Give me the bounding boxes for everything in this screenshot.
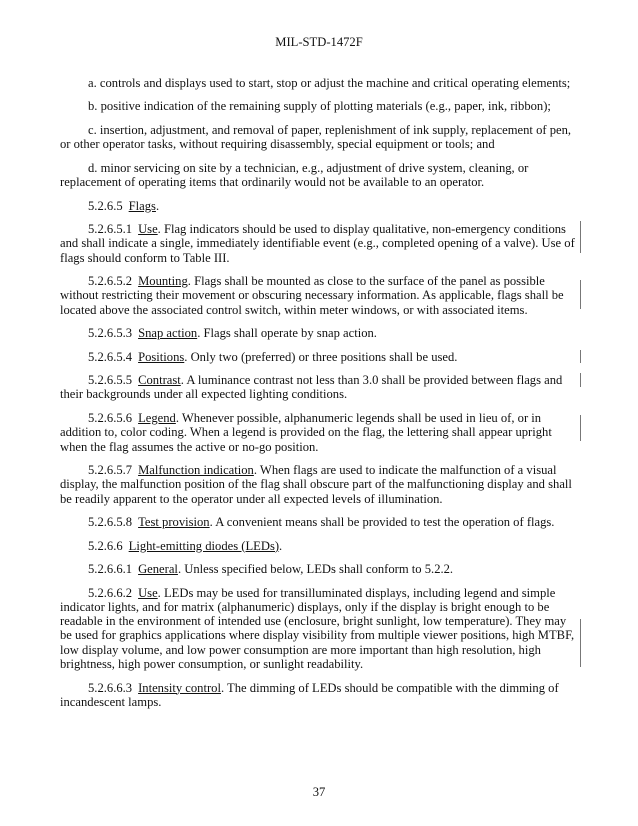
section-5-2-6-5-2-mounting: 5.2.6.5.2 Mounting. Flags shall be mounted as close to the surface of the panel as possible without restricting their movement or obscuring necessary information. As applicable, flags shall be located above the associated control switch, within meter windows, or with associated items. — [60, 274, 576, 317]
section-title: Use — [138, 222, 158, 237]
section-number: 5.2.6.5.2 — [88, 274, 133, 289]
section-number: 5.2.6.5.1 — [88, 222, 133, 237]
section-5-2-6-6-1-general: 5.2.6.6.1 General. Unless specified below, LEDs shall conform to 5.2.2. — [88, 562, 454, 577]
section-title: Test provision — [138, 515, 210, 530]
section-title: Legend — [138, 410, 176, 425]
section-number: 5.2.6.5.4 — [88, 349, 133, 364]
section-title: Contrast — [138, 373, 181, 388]
section-title: Flags — [128, 198, 156, 213]
section-5-2-6-5-3-snap-action: 5.2.6.5.3 Snap action. Flags shall operate by snap action. — [88, 326, 377, 341]
section-number: 5.2.6.6.2 — [88, 585, 133, 600]
section-number: 5.2.6.5.3 — [88, 326, 133, 341]
section-number: 5.2.6.5.7 — [88, 463, 133, 477]
section-number: 5.2.6.5.5 — [88, 373, 133, 388]
list-item-a: a. controls and displays used to start, stop or adjust the machine and critical operating elements; — [88, 76, 571, 90]
page-number: 37 — [312, 785, 326, 799]
section-title: General — [138, 562, 178, 577]
change-bar — [580, 373, 581, 387]
change-bar — [580, 350, 581, 363]
section-number: 5.2.6.5 — [88, 198, 123, 213]
section-title: Malfunction indication — [138, 463, 254, 477]
change-bar — [580, 619, 581, 667]
change-bar — [580, 415, 581, 441]
section-number: 5.2.6.6 — [88, 538, 123, 553]
section-number: 5.2.6.6.3 — [88, 680, 133, 695]
section-number: 5.2.6.5.8 — [88, 515, 133, 530]
list-item-c: c. insertion, adjustment, and removal of paper, replenishment of ink supply, replacement of pen, or other operator tasks, without requiring disassembly, special equipment or tools; and — [60, 122, 572, 152]
section-number: 5.2.6.6.1 — [88, 562, 133, 577]
change-bar — [580, 221, 581, 253]
page-header: MIL-STD-1472F — [275, 35, 363, 49]
section-title: Use — [138, 585, 158, 600]
section-title: Positions — [138, 349, 185, 364]
section-5-2-6-5-flags: 5.2.6.5 Flags. — [88, 198, 160, 213]
document-body — [60, 76, 576, 718]
section-title: Snap action — [138, 326, 198, 341]
section-title: Mounting — [138, 274, 188, 289]
section-5-2-6-6-2-use: 5.2.6.6.2 Use. LEDs may be used for transilluminated displays, including legend and simple indicator lights, and for matrix (alphanumeric) displays, only if the display is bright enough to be readable in the environment of intended use (enclosure, bright sunlight, low temperature). They may be used for graphics applications where display visibility from multiple viewer positions, high MTBF, low display volume, and low power consumption are more important than high resolution, high brightness, high power consumption, or sunlight readability. — [60, 586, 576, 672]
list-item-b: b. positive indication of the remaining supply of plotting materials (e.g., paper, ink, ribbon); — [88, 99, 551, 114]
section-number: 5.2.6.5.6 — [88, 410, 133, 425]
section-title: Light-emitting diodes (LEDs) — [128, 538, 280, 553]
section-5-2-6-6-3-intensity-control: 5.2.6.6.3 Intensity control. The dimming of LEDs should be compatible with the dimming of incandescent lamps. — [60, 680, 559, 709]
section-5-2-6-5-5-contrast: 5.2.6.5.5 Contrast. A luminance contrast not less than 3.0 shall be provided between flags and their backgrounds under all expected lighting conditions. — [60, 373, 576, 402]
section-5-2-6-6-leds: 5.2.6.6 Light-emitting diodes (LEDs). — [88, 538, 283, 553]
list-item-d: d. minor servicing on site by a technician, e.g., adjustment of drive system, cleaning, or replacement of operating items that ordinarily would not be available to an operator. — [60, 160, 529, 190]
section-5-2-6-5-8-test-provision: 5.2.6.5.8 Test provision. A convenient means shall be provided to test the operation of flags. — [88, 515, 555, 530]
section-5-2-6-5-4-positions: 5.2.6.5.4 Positions. Only two (preferred) or three positions shall be used. — [60, 350, 576, 364]
section-5-2-6-5-6-legend: 5.2.6.5.6 Legend. Whenever possible, alphanumeric legends shall be used in lieu of, or in addition to, color coding. When a legend is provided on the flag, the lettering shall appear upright when the flag assumes the active or no-go position. — [60, 411, 576, 454]
section-title: Intensity control — [138, 680, 221, 695]
section-5-2-6-5-1-use: 5.2.6.5.1 Use. Flag indicators should be used to display qualitative, non-emergency conditions and shall indicate a single, immediately identifiable event (e.g., completed opening of a valve). Use of flags should conform to Table III. — [60, 222, 576, 265]
change-bar — [580, 280, 581, 309]
section-5-2-6-5-7-malfunction-indication: 5.2.6.5.7 Malfunction indication. When flags are used to indicate the malfunction of a visual display, the malfunction position of the flag shall obscure part of the malfunctioning display and shall be readily apparent to the operator under all expected levels of illumination. — [60, 463, 572, 506]
